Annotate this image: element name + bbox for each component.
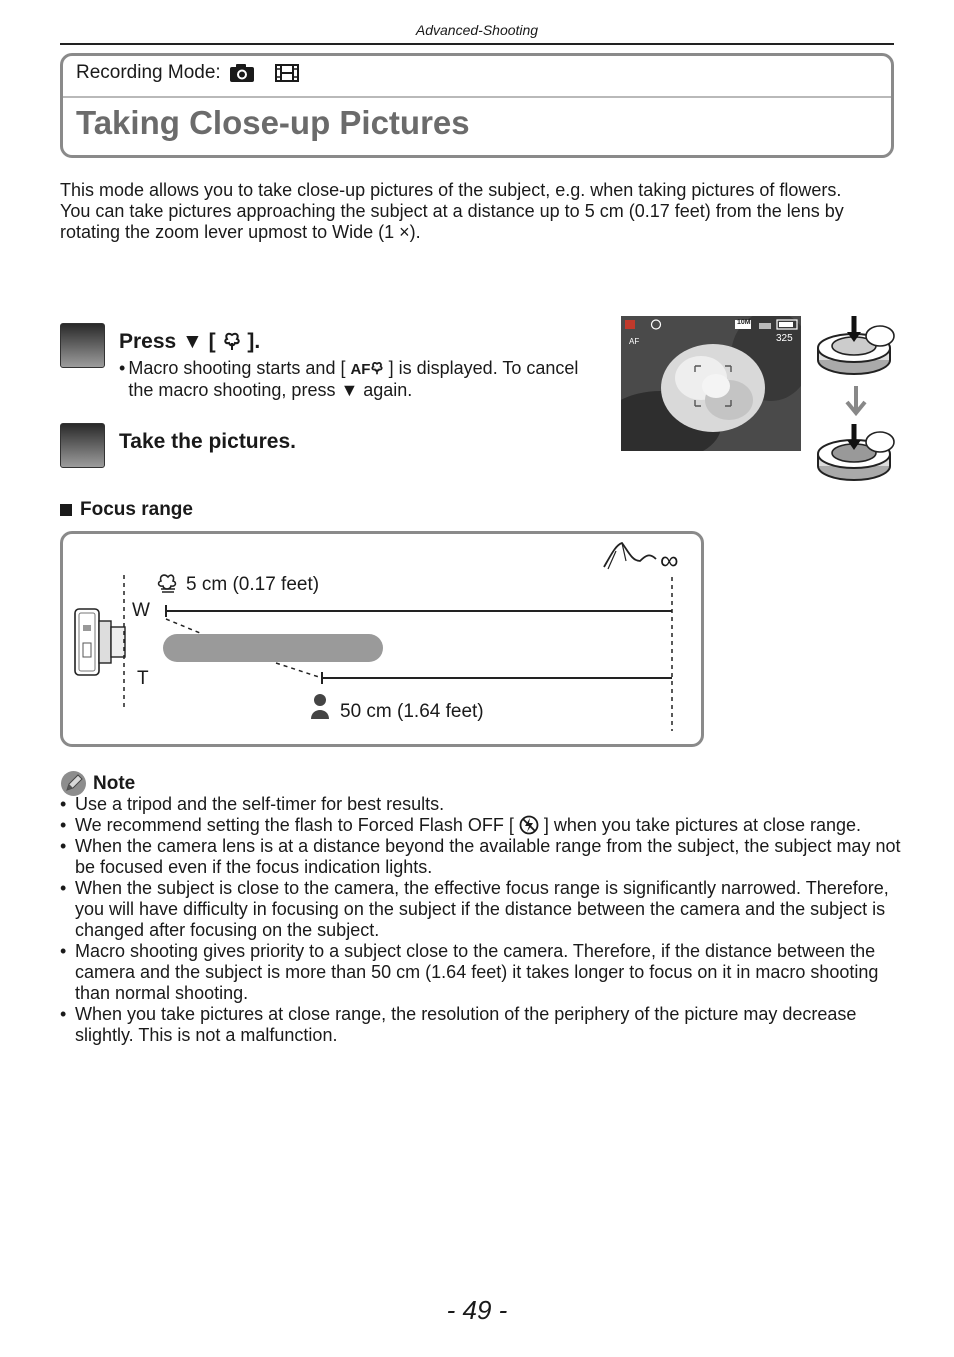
- wide-distance-label: 5 cm (0.17 feet): [186, 574, 320, 595]
- lcd-screen: [621, 316, 801, 451]
- square-bullet-icon: [60, 504, 72, 516]
- shutter-button-full-press: [818, 424, 894, 480]
- flash-off-icon: [519, 815, 539, 835]
- camera-side-icon: [75, 609, 125, 675]
- normal-range-band: [163, 634, 383, 662]
- af-macro-icon: AF: [350, 361, 388, 378]
- header-rule: [60, 43, 894, 45]
- intro-text: [60, 180, 900, 243]
- section-label: Advanced-Shooting: [415, 22, 539, 38]
- lcd-resolution: 10M: [737, 319, 751, 326]
- svg-text:AF: AF: [629, 337, 640, 346]
- pencil-note-icon: [60, 770, 87, 797]
- landscape-icon: [604, 543, 656, 569]
- macro-flower-icon: [222, 331, 242, 351]
- title-box-divider: [63, 96, 891, 98]
- tele-dashed-lead: [276, 663, 322, 678]
- note-item: • When the subject is close to the camera, the effective focus range is significantly narrowed. Therefore, you will have difficulty in focusing on the subject if the distance between the camera and the subject is changed after focusing on the subject.: [60, 878, 902, 941]
- page-title: Taking Close-up Pictures: [76, 104, 470, 141]
- camera-icon: [229, 63, 255, 83]
- lcd-shot-count: 325: [776, 333, 793, 344]
- recording-mode-row: [76, 62, 303, 84]
- page-number: - 49 -: [446, 1295, 508, 1325]
- step-2-title: Take the pictures.: [119, 430, 297, 453]
- step-1-title: Press ▼ [ ].: [119, 330, 261, 353]
- note-item: • When you take pictures at close range, the resolution of the periphery of the picture may decrease slightly. This is not a malfunction.: [60, 1004, 902, 1046]
- note-list: [60, 794, 902, 1046]
- wide-label: W: [132, 600, 150, 621]
- step-number-1: [60, 323, 105, 368]
- note-item: • Use a tripod and the self-timer for best results.: [60, 794, 902, 815]
- intro-paragraph: You can take pictures approaching the subject at a distance up to 5 cm (0.17 feet) from the lens by rotating the zoom lever upmost to Wide (1 ×).: [60, 201, 844, 242]
- tele-distance-label: 50 cm (1.64 feet): [340, 701, 484, 722]
- step-1-bullet: • Macro shooting starts and [ AF ] is displayed. To cancel the macro shooting, press ▼ again.: [119, 358, 579, 400]
- note-item: • We recommend setting the flash to Forced Flash OFF [ ] when you take pictures at close range.: [60, 815, 902, 836]
- infinity-symbol: ∞: [660, 545, 679, 575]
- intro-paragraph: This mode allows you to take close-up pictures of the subject, e.g. when taking pictures of flowers.: [60, 180, 842, 200]
- film-icon: [273, 63, 303, 83]
- recording-mode-label: Recording Mode:: [76, 62, 221, 83]
- shutter-button-half-press: [818, 316, 894, 374]
- focus-range-heading: Focus range: [60, 499, 193, 521]
- note-item: • Macro shooting gives priority to a subject close to the camera. Therefore, if the distance between the camera and the subject is more than 50 cm (1.64 feet) it takes longer to focus on it in macro shooting than normal shooting.: [60, 941, 902, 1004]
- macro-flower-icon: [159, 575, 176, 592]
- tele-label: T: [137, 668, 149, 689]
- note-heading: Note: [60, 770, 135, 797]
- shutter-press-illustration: [814, 314, 898, 486]
- person-icon: [311, 694, 329, 719]
- lcd-preview: [621, 316, 801, 451]
- note-item: • When the camera lens is at a distance beyond the available range from the subject, the subject may not be focused even if the focus indication lights.: [60, 836, 902, 878]
- step-number-2: [60, 423, 105, 468]
- arrow-down-icon: [847, 386, 865, 413]
- wide-dashed-lead: [166, 619, 200, 633]
